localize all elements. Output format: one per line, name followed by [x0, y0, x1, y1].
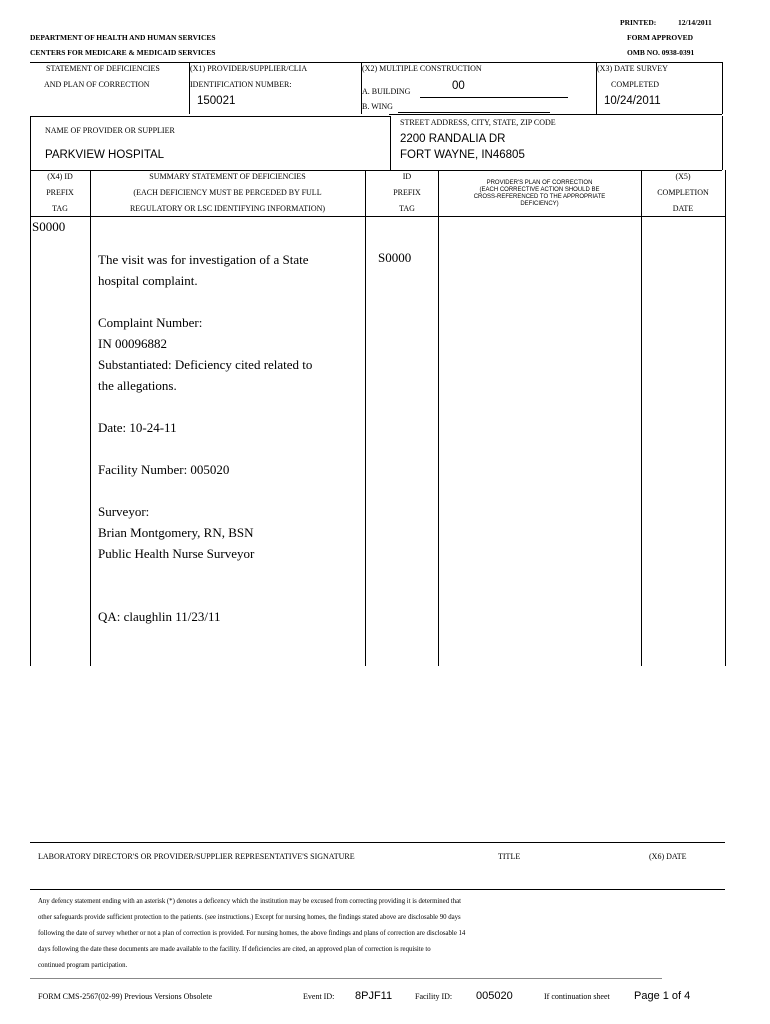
x4-header-3: TAG: [52, 204, 68, 213]
deficiency-line: Substantiated: Deficiency cited related to: [98, 357, 313, 372]
building-underline: [420, 97, 568, 98]
x5-header-1: (X5): [675, 172, 691, 181]
deficiency-line: [98, 585, 360, 606]
deficiency-line: Surveyor:: [98, 504, 150, 519]
deficiency-line: The visit was for investigation of a State: [98, 252, 309, 267]
x4-header-1: (X4) ID: [47, 172, 73, 181]
plan-header-4: DEFICIENCY): [520, 201, 559, 207]
column-divider-2: [365, 170, 366, 666]
plan-header-3: CROSS-REFERENCED TO THE APPROPRIATE: [473, 194, 606, 200]
provider-label: NAME OF PROVIDER OR SUPPLIER: [45, 126, 175, 135]
summary-header-3: REGULATORY OR LSC IDENTIFYING INFORMATION): [129, 204, 326, 213]
x3-label-2: COMPLETED: [611, 80, 659, 89]
deficiency-line: QA: claughlin 11/23/11: [98, 609, 221, 624]
provider-value: PARKVIEW HOSPITAL: [45, 149, 165, 161]
page-number: Page 1 of 4: [634, 990, 691, 1002]
deficiency-line: Public Health Nurse Surveyor: [98, 546, 255, 561]
disclaimer-line-1: Any defency statement ending with an asterisk (*) denotes a deficency which the institution may be excused from correcting providing it is determined that: [38, 898, 461, 905]
address-label: STREET ADDRESS, CITY, STATE, ZIP CODE: [400, 118, 556, 127]
disclaimer-line-2: other safeguards provide sufficient protection to the patients. (see instructions.) Except for nursing homes, the findings stated above are disclosable 90 days: [38, 914, 461, 921]
box2-right-border: [722, 116, 723, 170]
printed-label: PRINTED:: [620, 18, 657, 27]
building-value: 00: [452, 80, 465, 92]
deficiency-line: Complaint Number:: [98, 315, 203, 330]
deficiency-line: [98, 396, 360, 417]
box1-top-border: [30, 62, 722, 63]
deficiency-line: the allegations.: [98, 378, 177, 393]
column-right-border: [725, 170, 726, 666]
column-header-bottom: [30, 216, 725, 217]
deficiency-line: IN 00096882: [98, 336, 167, 351]
centers-name: CENTERS FOR MEDICARE & MEDICAID SERVICES: [30, 48, 216, 57]
statement-label-1: STATEMENT OF DEFICIENCIES: [46, 64, 160, 73]
disclaimer-line-3: following the date of survey whether or not a plan of correction is provided. For nursing homes, the above findings and plans of correction are disclosable 14: [38, 930, 466, 937]
continuation-label: If continuation sheet: [544, 992, 610, 1001]
facility-id-label: Facility ID:: [415, 992, 453, 1001]
wing-label: B. WING: [362, 102, 393, 111]
x6-date-label: (X6) DATE: [649, 852, 687, 861]
event-id-value: 8PJF11: [355, 990, 393, 1002]
address-line-1: 2200 RANDALIA DR: [400, 133, 506, 145]
x3-label-1: (X3) DATE SURVEY: [597, 64, 668, 73]
deficiency-line: hospital complaint.: [98, 273, 198, 288]
x2-label: (X2) MULTIPLE CONSTRUCTION: [362, 64, 482, 73]
disclaimer-divider: [30, 978, 662, 979]
column-divider-3: [438, 170, 439, 666]
building-label: A. BUILDING: [362, 87, 411, 96]
tag-left: S0000: [32, 219, 66, 234]
disclaimer-line-4: days following the date these documents are made available to the facility. If deficiencies are cited, an approved plan of correction is requisite to: [38, 946, 431, 953]
printed-date: 12/14/2011: [678, 18, 712, 27]
deficiency-line: [98, 291, 360, 312]
box1-right-border: [722, 62, 723, 114]
id-header-1: ID: [402, 172, 412, 181]
x1-value: 150021: [197, 95, 236, 107]
column-divider-4: [641, 170, 642, 666]
facility-id-value: 005020: [476, 990, 513, 1002]
x4-header-2: PREFIX: [46, 188, 74, 197]
column-left-border: [30, 170, 31, 666]
title-label: TITLE: [498, 852, 521, 861]
omb-number: OMB NO. 0938-0391: [627, 48, 695, 57]
x5-header-3: DATE: [672, 204, 694, 213]
signature-label: LABORATORY DIRECTOR'S OR PROVIDER/SUPPLIER REPRESENTATIVE'S SIGNATURE: [38, 852, 355, 861]
x5-header-2: COMPLETION: [657, 188, 709, 197]
id-header-2: PREFIX: [393, 188, 421, 197]
plan-header-1: PROVIDER'S PLAN OF CORRECTION: [486, 180, 593, 186]
tag-right: S0000: [378, 250, 412, 265]
disclaimer-line-5: continued program participation.: [38, 962, 128, 969]
box2-divider: [390, 116, 391, 170]
plan-header-2: (EACH CORRECTIVE ACTION SHOULD BE: [479, 187, 600, 193]
deficiency-line: [98, 480, 360, 501]
box1-bottom-border: [389, 114, 722, 115]
department-name: DEPARTMENT OF HEALTH AND HUMAN SERVICES: [30, 33, 216, 42]
box2-top-left: [30, 116, 391, 117]
statement-label-2: AND PLAN OF CORRECTION: [44, 80, 150, 89]
deficiency-line: [98, 438, 360, 459]
deficiency-line: Brian Montgomery, RN, BSN: [98, 525, 254, 540]
id-header-3: TAG: [399, 204, 415, 213]
form-approved: FORM APPROVED: [627, 33, 694, 42]
deficiency-line: [98, 564, 360, 585]
x1-label-1: (X1) PROVIDER/SUPPLIER/CLIA: [190, 64, 308, 73]
signature-bottom-border: [30, 889, 725, 890]
deficiency-line: Facility Number: 005020: [98, 462, 230, 477]
deficiency-text: [98, 249, 360, 627]
form-number: FORM CMS-2567(02-99) Previous Versions Obsolete: [38, 992, 213, 1001]
event-id-label: Event ID:: [303, 992, 335, 1001]
address-line-2: FORT WAYNE, IN46805: [400, 149, 525, 161]
summary-header-1: SUMMARY STATEMENT OF DEFICIENCIES: [149, 172, 306, 181]
signature-top-border: [30, 842, 725, 843]
box2-left-border: [30, 116, 31, 170]
x1-label-2: IDENTIFICATION NUMBER:: [190, 80, 292, 89]
summary-header-2: (EACH DEFICIENCY MUST BE PERCEDED BY FULL: [133, 188, 322, 197]
column-divider-1: [90, 170, 91, 666]
box2-bottom-border: [30, 170, 722, 171]
deficiency-line: Date: 10-24-11: [98, 420, 177, 435]
wing-underline: [398, 112, 550, 113]
x3-value: 10/24/2011: [604, 95, 661, 107]
